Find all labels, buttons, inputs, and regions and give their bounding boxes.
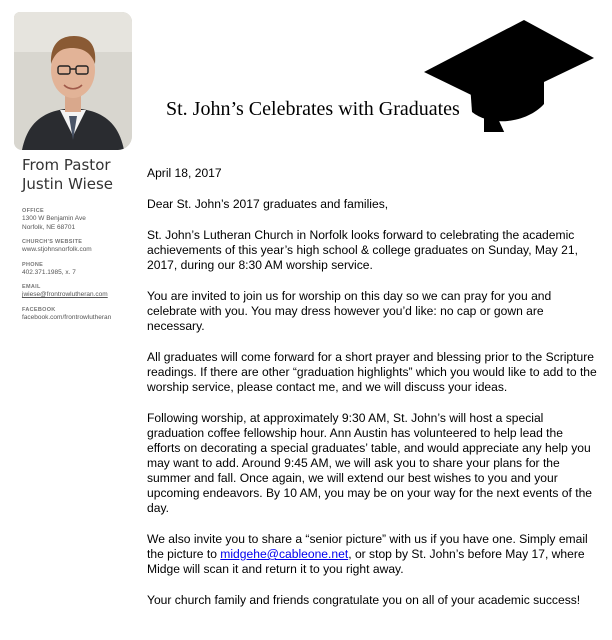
pastor-heading bbox=[22, 156, 140, 194]
pastor-photo bbox=[14, 12, 132, 150]
page-title: St. John’s Celebrates with Graduates bbox=[166, 98, 460, 120]
website-label: CHURCH'S WEBSITE bbox=[22, 239, 83, 245]
office-address-line1: 1300 W Benjamin Ave bbox=[22, 215, 86, 222]
pastor-heading-line1: From Pastor bbox=[22, 156, 111, 174]
letter-paragraph-picture bbox=[147, 532, 599, 577]
pastor-heading-line2: Justin Wiese bbox=[22, 175, 114, 193]
email-link[interactable]: jwiese@frontrowlutheran.com bbox=[22, 291, 108, 298]
office-address bbox=[22, 215, 140, 232]
facebook-value[interactable]: facebook.com/frontrowlutheran bbox=[22, 313, 112, 321]
letter-date: April 18, 2017 bbox=[147, 166, 222, 180]
letter-paragraph: Following worship, at approximately 9:30 AM, St. John’s will host a special graduation coffee fellowship hour. Ann Austin has volunteered to help lead the efforts on decorating a special graduates’ table, and would appreciate any help you may want to add. Around 9:45 AM, we will ask you to share your plans for the summer and fall. Once again, we will extend our best wishes to you and your upcoming endeavors. By 10 AM, you may be on your way for the next events of the day. bbox=[147, 411, 593, 515]
letter-paragraph: You are invited to join us for worship on this day so we can pray for you and celebrate with you. You may dress however you’d like: no cap or gown are necessary. bbox=[147, 289, 552, 333]
picture-text-after: , or stop by St. John’s before May 17, where Midge will scan it and return it to you right away. bbox=[147, 547, 585, 576]
facebook-label: FACEBOOK bbox=[22, 306, 56, 313]
letter-paragraph: All graduates will come forward for a short prayer and blessing prior to the Scripture readings. If there are other “graduation highlights” which you would like to add to the worship service, please contact me, and we will discuss your ideas. bbox=[147, 350, 597, 394]
letter-body bbox=[147, 166, 599, 624]
letter-salutation: Dear St. John’s 2017 graduates and families, bbox=[147, 197, 389, 211]
picture-text-before: We also invite you to share a “senior picture” with us if you have one. Simply email the picture to bbox=[147, 532, 588, 561]
letter-paragraph: St. John’s Lutheran Church in Norfolk looks forward to celebrating the academic achievements of this year’s high school & college graduates on Sunday, May 21, 2017, during our 8:30 AM worship service. bbox=[147, 228, 578, 272]
pastor-portrait-image bbox=[14, 12, 132, 150]
letter-closing: Your church family and friends congratulate you on all of your academic success! bbox=[147, 593, 581, 607]
website-value[interactable]: www.stjohnsnorfolk.com bbox=[22, 246, 92, 253]
email-label: EMAIL bbox=[22, 284, 41, 290]
contact-info bbox=[22, 208, 140, 329]
phone-value: 402.371.1985, x. 7 bbox=[22, 268, 76, 276]
phone-label: PHONE bbox=[22, 261, 44, 268]
office-address-line2: Norfolk, NE 68701 bbox=[22, 223, 76, 231]
office-label: OFFICE bbox=[22, 208, 44, 214]
midge-email-link[interactable]: midgehe@cableone.net bbox=[220, 547, 349, 561]
